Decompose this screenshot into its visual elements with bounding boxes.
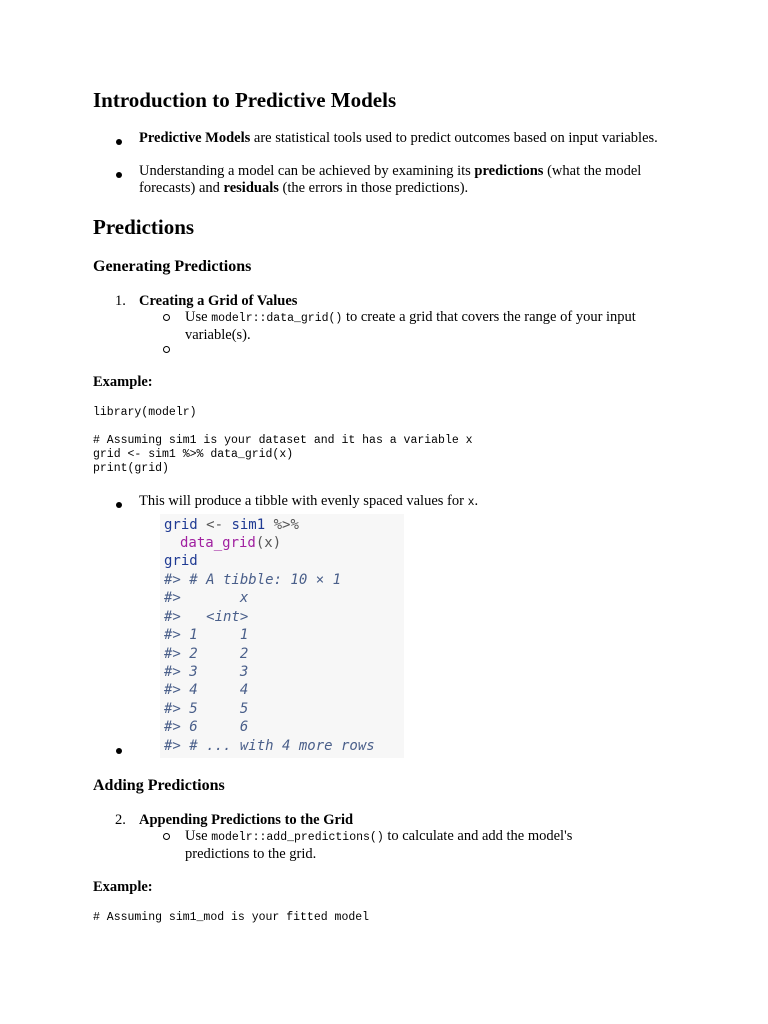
text-fragment: Use <box>185 828 212 844</box>
tibble-note <box>139 493 478 511</box>
console-comment: #> <int> <box>164 609 249 625</box>
console-comment: #> 5 5 <box>164 701 249 717</box>
bullet-text: are statistical tools used to predict outcomes based on input variables. <box>250 130 658 146</box>
bullet-marker <box>116 139 122 145</box>
text-fragment: . <box>474 493 479 509</box>
console-comment: #> 2 2 <box>164 646 249 662</box>
console-comment: #> x <box>164 590 249 606</box>
subheading-adding-predictions: Adding Predictions <box>93 777 225 794</box>
step1-description <box>185 309 685 344</box>
text-fragment: to create a grid that covers the range of your input variable(s). <box>185 309 636 343</box>
bullet-marker <box>116 502 122 508</box>
list-number: 2. <box>115 812 126 828</box>
step-title: Appending Predictions to the Grid <box>139 812 354 828</box>
text-fragment: Use <box>185 309 212 325</box>
intro-bullet-2 <box>139 163 659 197</box>
sub-bullet-marker <box>163 833 170 840</box>
inline-code: x <box>467 496 475 509</box>
bullet-text: Understanding a model can be achieved by examining its <box>139 163 475 179</box>
bullet-marker <box>116 172 122 178</box>
bullet-text: (what the model forecasts) and <box>139 163 642 196</box>
code-token: sim1 <box>231 517 266 533</box>
code-token: <- <box>197 517 232 533</box>
page-title: Introduction to Predictive Models <box>93 88 397 112</box>
console-line <box>164 516 299 534</box>
console-line <box>180 534 281 552</box>
code-block: library(modelr) # Assuming sim1 is your dataset and it has a variable x grid <- sim1 %>% data_grid(x) print(grid) <box>93 406 473 475</box>
bullet-text: (the errors in those predictions). <box>278 180 469 196</box>
console-comment: #> 3 3 <box>164 664 249 680</box>
console-comment: #> # ... with 4 more rows <box>164 738 375 754</box>
console-comment: #> 4 4 <box>164 682 249 698</box>
intro-bullet-1 <box>139 130 659 147</box>
sub-bullet-marker <box>163 314 170 321</box>
inline-code: modelr::add_predictions() <box>211 831 384 844</box>
bold-term: Predictive Models <box>139 130 251 146</box>
step-title: Creating a Grid of Values <box>139 293 298 309</box>
example-label: Example: <box>93 374 153 390</box>
code-token: data_grid <box>180 535 256 551</box>
subheading-generating-predictions: Generating Predictions <box>93 258 252 275</box>
code-block: # Assuming sim1_mod is your fitted model <box>93 911 370 924</box>
text-fragment: This will produce a tibble with evenly spaced values for <box>139 493 468 509</box>
console-comment: #> 1 1 <box>164 627 249 643</box>
bullet-marker-empty <box>116 748 122 754</box>
console-comment: #> 6 6 <box>164 719 249 735</box>
console-comment: #> # A tibble: 10 × 1 <box>164 572 342 588</box>
code-token: grid <box>164 517 198 533</box>
code-token: (x) <box>255 535 282 551</box>
bold-term: residuals <box>223 180 279 196</box>
bold-term: predictions <box>474 163 544 179</box>
text-fragment: to calculate and add the model's predictions to the grid. <box>185 828 573 862</box>
console-line: grid <box>164 553 198 569</box>
sub-bullet-marker-empty <box>163 346 170 353</box>
console-output-image <box>160 514 404 758</box>
example-label: Example: <box>93 879 153 895</box>
code-token: %>% <box>265 517 299 533</box>
list-number: 1. <box>115 293 126 309</box>
inline-code: modelr::data_grid() <box>211 312 343 325</box>
section-heading-predictions: Predictions <box>93 215 195 239</box>
step2-description <box>185 828 625 863</box>
